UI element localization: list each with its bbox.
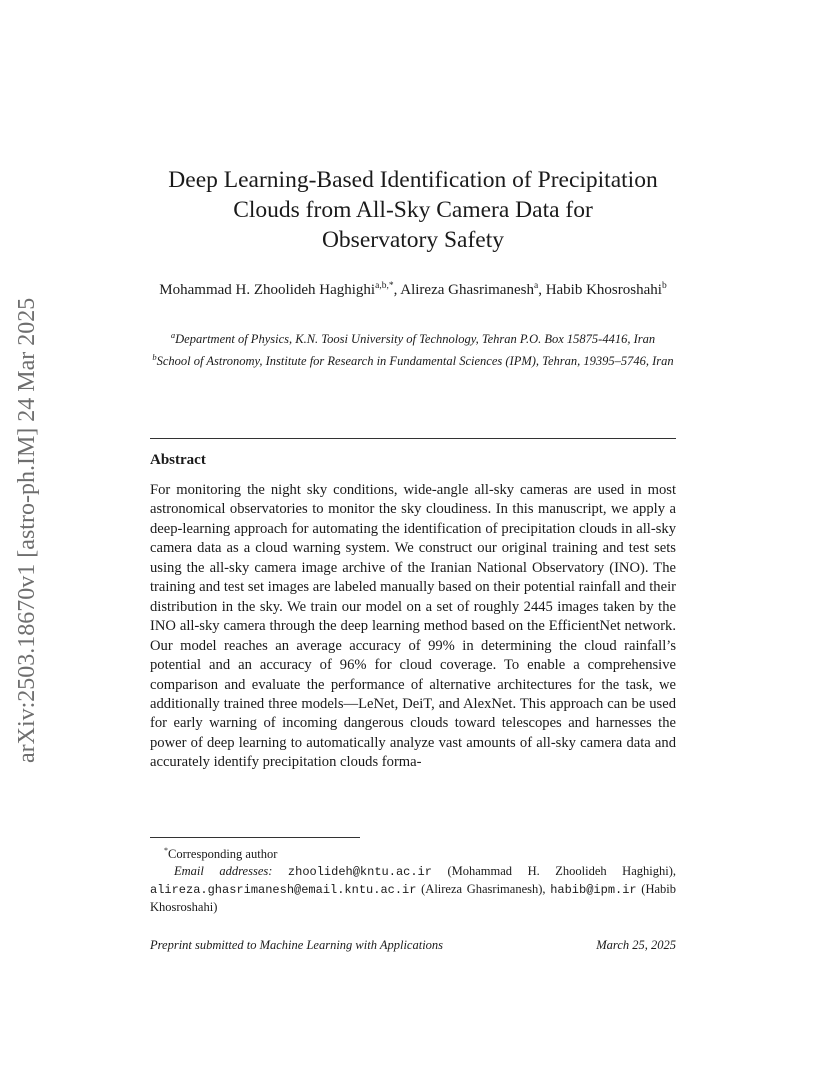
footnotes: [150, 842, 676, 916]
title-line-1: Deep Learning-Based Identification of Precipitation: [168, 167, 658, 193]
footnote-rule: [150, 837, 360, 838]
author-affiliation-mark: a: [533, 281, 539, 291]
author-name: Mohammad H. Zhoolideh Haghighi: [159, 282, 376, 298]
email-link[interactable]: habib@ipm.ir: [550, 883, 637, 898]
abstract-top-rule: [150, 438, 676, 439]
title-line-2: Clouds from All-Sky Camera Data for: [233, 197, 593, 223]
affiliation-b: $^b$School of Astronomy, Institute for Research in Fundamental Sciences (IPM), Tehran, 19395–5746, Iran: [152, 351, 674, 368]
email-link[interactable]: zhoolideh@kntu.ac.ir: [287, 865, 432, 880]
abstract-heading: Abstract: [150, 452, 206, 468]
affiliation-a: $^a$Department of Physics, K.N. Toosi University of Technology, Tehran P.O. Box 15875-4416, Iran: [170, 330, 656, 347]
author-affiliation-mark: a,b,*: [375, 281, 394, 291]
author-list: Mohammad H. Zhoolideh Haghighi$^{a,b,*}$, Alireza Ghasrimanesh$^a$, Habib Khosroshahi$^b$: [159, 281, 667, 298]
paper-title: [150, 165, 676, 255]
affiliation-list: [150, 327, 676, 370]
footer-date: March 25, 2025: [596, 938, 676, 952]
author-name: Alireza Ghasrimanesh: [400, 282, 534, 298]
title-line-3: Observatory Safety: [321, 227, 505, 253]
arxiv-identifier-stamp: arXiv:2503.18670v1 [astro-ph.IM] 24 Mar 2025: [14, 297, 40, 764]
abstract-text: For monitoring the night sky conditions, wide-angle all-sky cameras are used in most astronomical observatories to monitor the sky cloudiness. In this manuscript, we apply a deep-learning approach for automating the identification of precipitation clouds in all-sky camera data as a cloud warning system. We construct our original training and test sets using the all-sky camera image archive of the Iranian National Observatory (INO). The training and test set images are labeled manually based on their potential rainfall and their distribution in the sky. We train our model on a set of roughly 2445 images taken by the INO all-sky camera through the deep learning method based on the EfficientNet network. Our model reaches an average accuracy of 99% in determining the cloud rainfall’s potential and an accuracy of 96% for cloud coverage. To enable a comprehensive comparison and evaluate the performance of alternative architectures for the task, we additionally trained three models—LeNet, DeiT, and AlexNet. This approach can be used for early warning of incoming dangerous clouds toward telescopes and harnesses the power of deep learning to automatically analyze vast amounts of all-sky camera data and accurately identify precipitation clouds forma-: [150, 482, 676, 771]
author-affiliation-mark: b: [661, 281, 667, 291]
corresponding-author-note: *Corresponding author: [164, 846, 278, 862]
author-name: Habib Khosroshahi: [545, 282, 662, 298]
email-addresses-note: Email addresses: zhoolideh@kntu.ac.ir (Mohammad H. Zhoolideh Haghighi), alireza.ghasrimanesh@email.kntu.ac.ir (Alireza Ghasrimanesh), habib@ipm.ir (Habib Khosroshahi): [150, 864, 677, 915]
email-link[interactable]: alireza.ghasrimanesh@email.kntu.ac.ir: [150, 883, 417, 898]
preprint-note: Preprint submitted to Machine Learning with Applications: [150, 938, 444, 952]
